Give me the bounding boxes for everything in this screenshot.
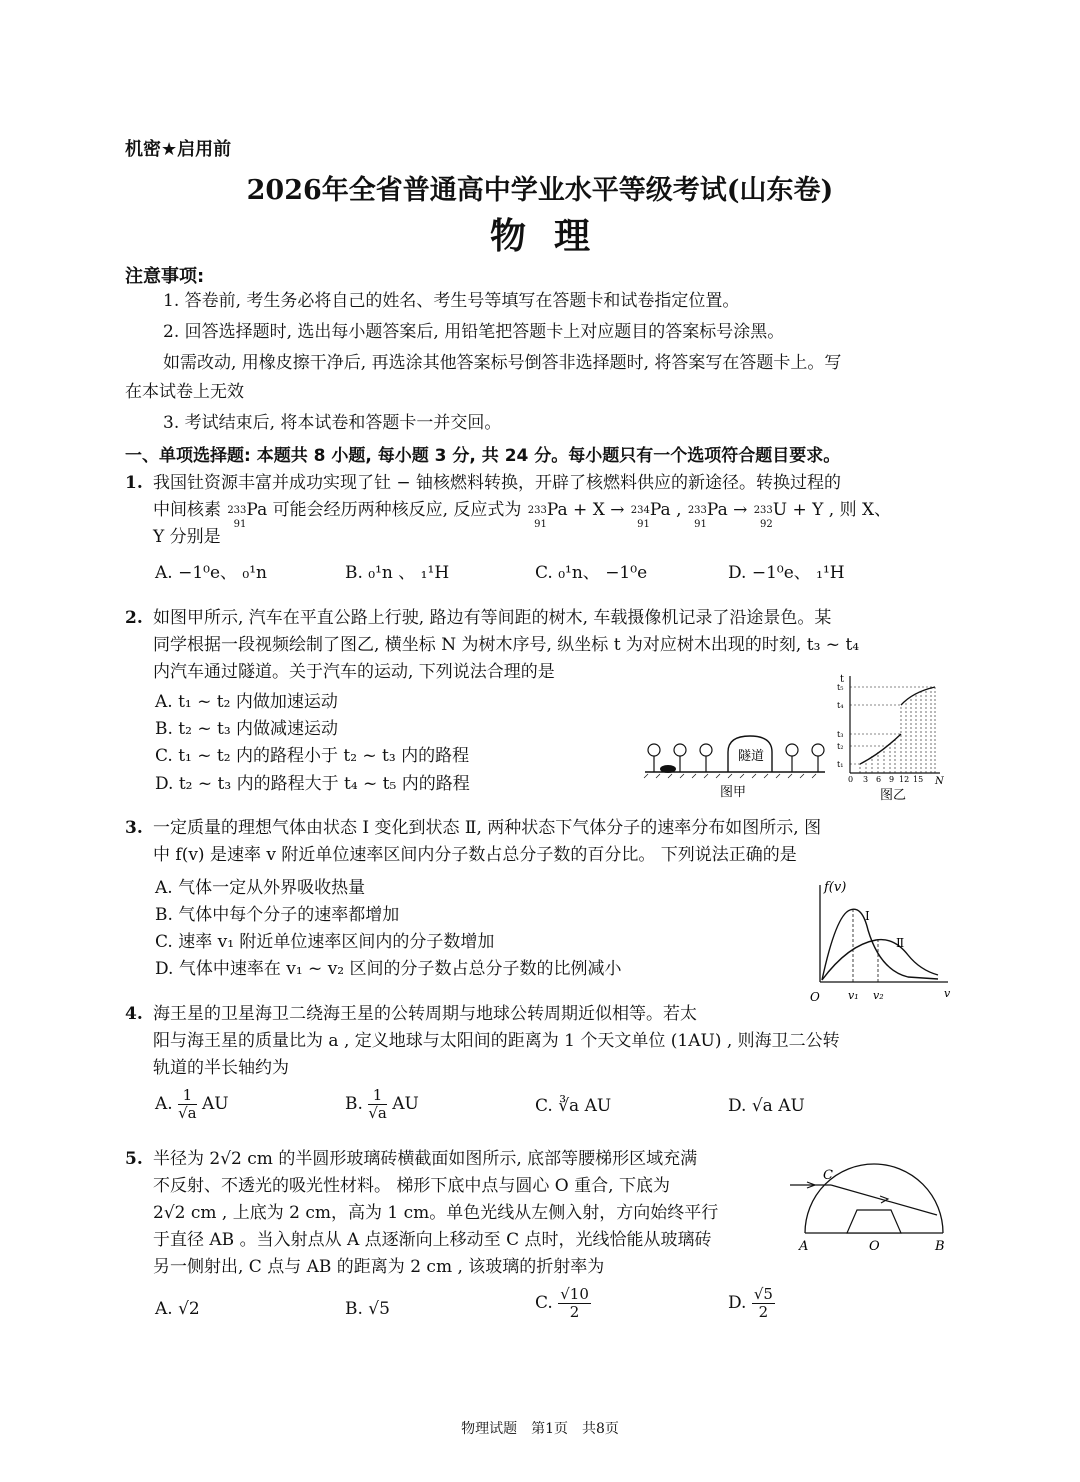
svg-text:15: 15	[913, 775, 924, 784]
curve-II-label: Ⅱ	[896, 936, 905, 950]
question-text: 内汽车通过隧道。关于汽车的运动, 下列说法合理的是	[153, 662, 555, 682]
figure-t-vs-N-chart	[835, 668, 945, 803]
option-d[interactable]: D. √a AU	[728, 1096, 805, 1116]
origin-label: O	[810, 990, 820, 1004]
figure-road-trees	[640, 730, 830, 805]
option-a[interactable]: A. 气体一定从外界吸收热量	[155, 878, 366, 898]
option-d[interactable]: D. 气体中速率在 v₁ ~ v₂ 区间的分子数占总分子数的比例减小	[155, 959, 622, 979]
confidential-label: 机密★启用前	[125, 139, 232, 160]
svg-text:9: 9	[889, 775, 895, 784]
svg-text:t₃: t₃	[837, 730, 844, 739]
option-d[interactable]: D. −1⁰e、 ₁¹H	[728, 563, 845, 583]
section-heading: 一、单项选择题: 本题共 8 小题, 每小题 3 分, 共 24 分。每小题只有一个选项符合题目要求。	[125, 446, 841, 466]
question-text: 另一侧射出, C 点与 AB 的距离为 2 cm , 该玻璃的折射率为	[153, 1257, 605, 1277]
figure-speed-distribution	[808, 875, 956, 1005]
option-a[interactable]: A. t₁ ~ t₂ 内做加速运动	[155, 692, 338, 712]
question-text: 同学根据一段视频绘制了图乙, 横坐标 N 为树木序号, 纵坐标 t 为对应树木出现的时刻, t₃ ~ t₄	[153, 635, 860, 655]
question-2	[125, 605, 955, 805]
question-text: 阳与海王星的质量比为 a , 定义地球与太阳间的距离为 1 个天文单位 (1AU) , 则海卫二公转	[153, 1031, 840, 1051]
page-footer: 物理试题 第1页 共8页	[461, 1421, 619, 1437]
y-axis-label: t	[840, 674, 845, 685]
question-text: 轨道的半长轴约为	[153, 1058, 289, 1078]
x-axis-label: v	[944, 987, 951, 1000]
svg-text:t₁: t₁	[837, 760, 844, 769]
svg-text:t₄: t₄	[837, 701, 844, 710]
curve-I-label: Ⅰ	[865, 909, 870, 923]
option-a[interactable]: A. −1⁰e、 ₀¹n	[155, 563, 268, 583]
figure-semicircle-glass	[785, 1155, 955, 1255]
option-a[interactable]: A. $\frac{1}{√a}$ AU	[155, 1086, 229, 1122]
option-b[interactable]: B. $\frac{1}{√a}$ AU	[345, 1086, 419, 1122]
trapezoid-absorber	[847, 1210, 901, 1233]
option-b[interactable]: B. ₀¹n 、 ₁¹H	[345, 563, 450, 583]
svg-text:3: 3	[863, 775, 869, 784]
svg-text:0: 0	[848, 775, 854, 784]
question-number: 3.	[125, 818, 143, 838]
option-c[interactable]: C. 速率 v₁ 附近单位速率区间内的分子数增加	[155, 932, 495, 952]
svg-text:12: 12	[899, 775, 910, 784]
question-text: 2√2 cm , 上底为 2 cm，高为 1 cm。单色光线从左侧入射，方向始终平行	[153, 1203, 719, 1223]
option-b[interactable]: B. 气体中每个分子的速率都增加	[155, 905, 400, 925]
svg-text:6: 6	[876, 775, 882, 784]
point-c-label: C	[823, 1168, 833, 1183]
question-text: 半径为 2√2 cm 的半圆形玻璃砖横截面如图所示, 底部等腰梯形区域充满	[153, 1149, 698, 1169]
question-number: 2.	[125, 608, 143, 628]
v2-label: v₂	[873, 989, 884, 1002]
svg-text:t₂: t₂	[837, 742, 844, 751]
question-number: 1.	[125, 473, 143, 493]
svg-text:t₅: t₅	[837, 683, 844, 692]
subject-title: 物理	[489, 215, 618, 257]
option-b[interactable]: B. √5	[345, 1299, 390, 1319]
point-o-label: O	[869, 1239, 880, 1254]
option-d[interactable]: D. $\frac{√5}{2}$	[728, 1285, 773, 1321]
x-axis-label: N	[935, 776, 944, 787]
option-d[interactable]: D. t₂ ~ t₃ 内的路程大于 t₄ ~ t₅ 内的路程	[155, 774, 470, 794]
option-c[interactable]: C. ∛a AU	[535, 1096, 612, 1116]
question-number: 5.	[125, 1149, 143, 1169]
curve-I	[822, 909, 938, 980]
tunnel-label: 隧道	[738, 749, 765, 764]
question-text: 海王星的卫星海卫二绕海王星的公转周期与地球公转周期近似相等。若太	[153, 1004, 697, 1024]
exam-title: 2026年全省普通高中学业水平等级考试(山东卷)	[246, 175, 834, 206]
y-axis-label: f(v)	[824, 880, 847, 895]
point-a-label: A	[799, 1239, 809, 1254]
notice-heading: 注意事项:	[125, 266, 205, 287]
notice-item: 2. 回答选择题时, 选出每小题答案后, 用铅笔把答题卡上对应题目的答案标号涂黑。	[163, 322, 785, 342]
curve-segment-2	[901, 687, 935, 705]
point-b-label: B	[935, 1239, 945, 1254]
question-text: Y 分别是	[153, 527, 221, 547]
question-text: 中 f(v) 是速率 v 附近单位速率区间内分子数占总分子数的百分比。 下列说法正确的是	[153, 845, 797, 865]
option-c[interactable]: C. t₁ ~ t₂ 内的路程小于 t₂ ~ t₃ 内的路程	[155, 746, 470, 766]
question-4	[125, 1001, 955, 1136]
notice-item: 1. 答卷前, 考生务必将自己的姓名、考生号等填写在答题卡和试卷指定位置。	[163, 291, 740, 311]
v1-label: v₁	[848, 989, 859, 1002]
question-text: 中间核素 233 91 Pa 可能会经历两种核反应, 反应式为 233 91 Pa + X → 234 91 Pa , 233 91 Pa → 233 92 U + Y , 则 X、	[153, 500, 892, 530]
question-1	[125, 470, 955, 595]
question-text: 我国钍资源丰富并成功实现了钍 − 铀核燃料转换，开辟了核燃料供应的新途径。转换过程的	[153, 473, 842, 493]
figure-caption: 图甲	[720, 785, 747, 800]
option-a[interactable]: A. √2	[155, 1299, 200, 1319]
question-text: 于直径 AB 。当入射点从 A 点逐渐向上移动至 C 点时，光线恰能从玻璃砖	[153, 1230, 712, 1250]
car-icon	[660, 765, 676, 773]
notice-item: 如需改动, 用橡皮擦干净后, 再选涂其他答案标号倒答非选择题时, 将答案写在答题卡上。写	[163, 353, 842, 373]
question-text: 一定质量的理想气体由状态 Ⅰ 变化到状态 Ⅱ, 两种状态下气体分子的速率分布如图所示, 图	[153, 818, 822, 838]
option-b[interactable]: B. t₂ ~ t₃ 内做减速运动	[155, 719, 339, 739]
notice-item: 在本试卷上无效	[125, 382, 244, 402]
question-number: 4.	[125, 1004, 143, 1024]
notice-item: 3. 考试结束后, 将本试卷和答题卡一并交回。	[163, 413, 502, 433]
option-c[interactable]: C. $\frac{√10}{2}$	[535, 1285, 589, 1321]
curve-II	[822, 940, 938, 980]
option-c[interactable]: C. ₀¹n、 −1⁰e	[535, 563, 648, 583]
figure-caption: 图乙	[880, 788, 907, 803]
question-text: 如图甲所示, 汽车在平直公路上行驶, 路边有等间距的树木, 车载摄像机记录了沿途景色。某	[153, 608, 832, 628]
question-text: 不反射、不透光的吸光性材料。 梯形下底中点与圆心 O 重合, 下底为	[153, 1176, 670, 1196]
